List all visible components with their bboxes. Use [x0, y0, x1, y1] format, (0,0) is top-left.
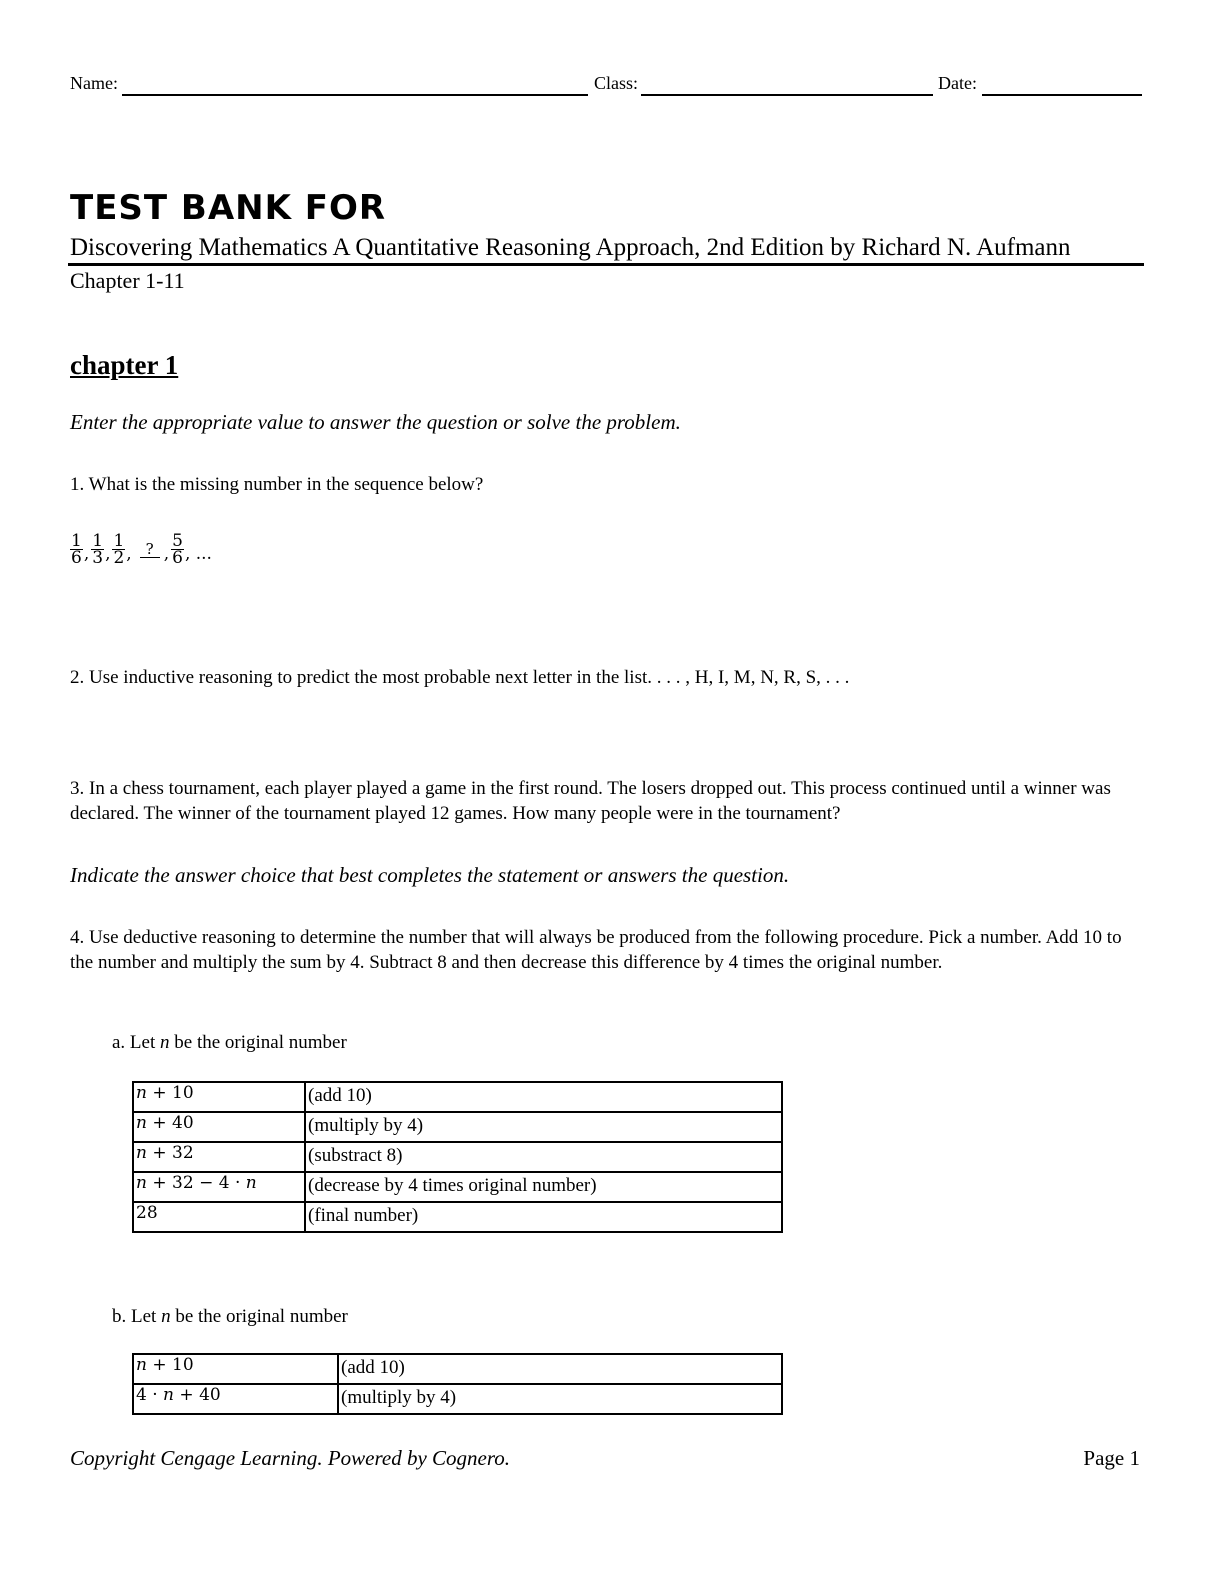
table-row — [133, 1112, 782, 1142]
option-a-prefix: a. Let — [112, 1032, 161, 1053]
sequence-fraction — [70, 530, 83, 568]
expression-cell: n + 40 — [133, 1112, 305, 1142]
expression-cell: n + 10 — [133, 1354, 338, 1384]
sequence-separator: , — [105, 544, 111, 564]
step-description-cell: (final number) — [305, 1202, 782, 1232]
expression-cell: 28 — [133, 1202, 305, 1232]
copyright-footer: Copyright Cengage Learning. Powered by Cognero. — [70, 1446, 510, 1470]
step-description-cell: (multiply by 4) — [338, 1384, 782, 1414]
date-label: Date: — [938, 73, 977, 93]
fraction-numerator: 1 — [113, 530, 125, 551]
fraction-sequence — [70, 524, 214, 574]
page-number: Page 1 — [1083, 1446, 1140, 1470]
option-b-prefix: b. Let — [112, 1306, 162, 1327]
class-label: Class: — [594, 73, 639, 93]
title-rule — [68, 263, 1144, 266]
test-bank-title: TEST BANK FOR — [70, 188, 387, 228]
chapter-heading: chapter 1 — [70, 350, 179, 380]
option-a-suffix: be the original number — [169, 1032, 347, 1053]
option-b-label — [112, 1304, 348, 1329]
fraction-numerator: 5 — [172, 530, 183, 551]
sequence-separator: , — [83, 544, 90, 564]
name-line — [122, 94, 588, 96]
step-description-cell: (decrease by 4 times original number) — [305, 1172, 782, 1202]
expression-cell: n + 10 — [133, 1082, 305, 1112]
table-row — [133, 1082, 782, 1112]
table-row — [133, 1384, 782, 1414]
date-line — [982, 94, 1142, 96]
chapter-range: Chapter 1-11 — [70, 268, 185, 293]
step-description-cell: (substract 8) — [305, 1142, 782, 1172]
fraction-numerator: 1 — [92, 530, 104, 551]
fraction-denominator: 6 — [172, 547, 183, 568]
sequence-separator: , — [126, 544, 132, 564]
class-line — [641, 94, 933, 96]
table-row — [133, 1202, 782, 1232]
instruction-fill-in: Enter the appropriate value to answer the question or solve the problem. — [70, 410, 681, 434]
instruction-multiple-choice: Indicate the answer choice that best completes the statement or answers the question. — [70, 863, 790, 887]
fraction-numerator: 1 — [71, 530, 82, 551]
expression-cell: n + 32 — [133, 1142, 305, 1172]
question-3: 3. In a chess tournament, each player played a game in the first round. The losers dropped out. This process continued until a winner was declared. The winner of the tournament played 12 games. How many people were in the tournament? — [70, 778, 1111, 824]
question-4: 4. Use deductive reasoning to determine the number that will always be produced from the following procedure. Pick a number. Add 10 to the number and multiply the sum by 4. Subtract 8 and then decrease this difference by 4 times the original number. — [70, 927, 1122, 973]
sequence-fraction — [112, 530, 125, 568]
table-row — [133, 1354, 782, 1384]
expression-cell: n + 32 − 4 · n — [133, 1172, 305, 1202]
option-a-variable: n — [160, 1032, 170, 1053]
option-b-suffix: be the original number — [170, 1306, 348, 1327]
fraction-denominator: 6 — [71, 547, 82, 568]
step-description-cell: (add 10) — [305, 1082, 782, 1112]
name-label: Name: — [70, 73, 118, 93]
fraction-denominator: 3 — [92, 547, 104, 568]
option-b-table — [132, 1353, 783, 1415]
step-description-cell: (add 10) — [338, 1354, 782, 1384]
option-a-table — [132, 1081, 783, 1233]
table-row — [133, 1172, 782, 1202]
option-b-variable: n — [161, 1306, 171, 1327]
sequence-fraction — [91, 530, 104, 568]
fraction-denominator: 2 — [113, 547, 125, 568]
option-a-label — [112, 1030, 347, 1055]
question-2: 2. Use inductive reasoning to predict the most probable next letter in the list. . . . , H, I, M, N, R, S, . . . — [70, 667, 850, 688]
table-row — [133, 1142, 782, 1172]
sequence-separator: , — [163, 544, 170, 564]
sequence-fraction — [171, 530, 184, 568]
book-subtitle: Discovering Mathematics A Quantitative Reasoning Approach, 2nd Edition by Richard N. Aufmann — [70, 234, 1071, 261]
expression-cell: 4 · n + 40 — [133, 1384, 338, 1414]
sequence-separator: , ... — [184, 544, 212, 564]
question-1: 1. What is the missing number in the sequence below? — [70, 474, 484, 495]
step-description-cell: (multiply by 4) — [305, 1112, 782, 1142]
sequence-blank: ? — [140, 541, 160, 558]
